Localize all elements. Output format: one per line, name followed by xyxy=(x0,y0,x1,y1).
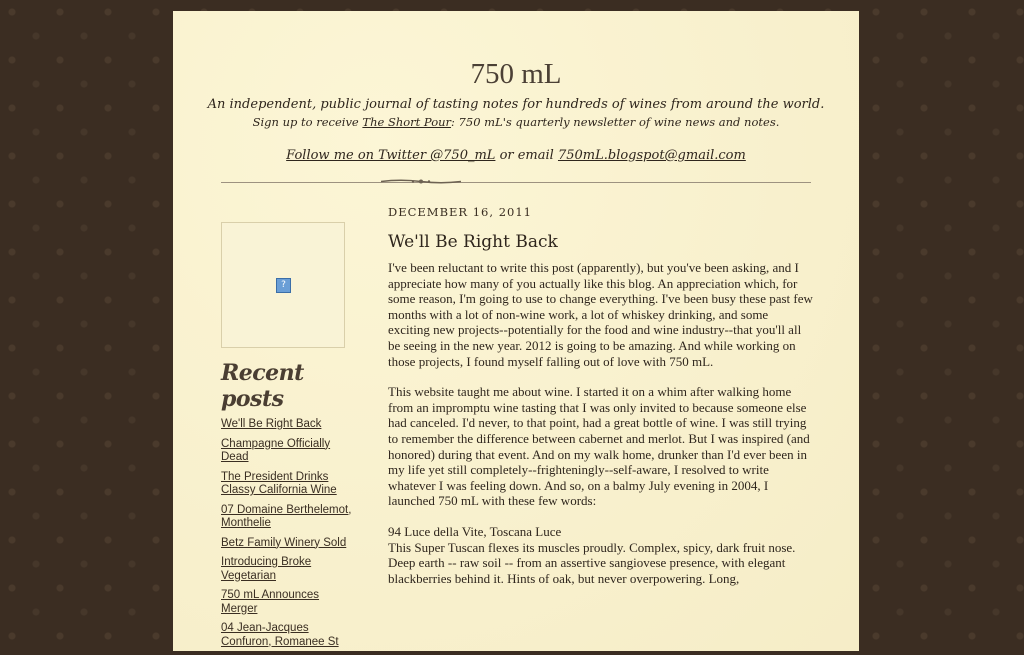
broken-image-icon: ? xyxy=(276,278,291,293)
recent-post-link[interactable]: Betz Family Winery Sold xyxy=(221,536,347,549)
signup-prefix: Sign up to receive xyxy=(252,115,363,129)
list-item xyxy=(221,438,357,465)
sidebar xyxy=(221,222,361,655)
post-paragraph: I've been reluctant to write this post (apparently), but you've been asking, and I appreciate how many of you actually like this blog. An appreciation which, for some reason, I'm going to use to change everything. I've been busy these past few months with a lot of non-wine work, a lot of whiskey drinking, and some exciting new projects--potentially for the food and wine industry--that you'll all be seeing in the new year. 2012 is going to be amazing. And while working on those projects, I found myself falling out of love with 750 mL. xyxy=(388,260,813,369)
recent-post-link[interactable]: The President Drinks Classy California Wine xyxy=(221,470,337,496)
list-item xyxy=(221,471,357,498)
list-item xyxy=(221,418,357,432)
list-item xyxy=(221,589,357,616)
blog-title[interactable]: 750 mL xyxy=(470,58,562,90)
newsletter-signup xyxy=(173,115,859,129)
recent-post-link[interactable]: 750 mL Announces Merger xyxy=(221,589,320,615)
twitter-link[interactable]: Follow me on Twitter @750_mL xyxy=(286,148,496,163)
recent-post-link[interactable]: Introducing Broke Vegetarian xyxy=(221,556,312,582)
list-item xyxy=(221,556,357,583)
follow-line xyxy=(173,148,859,163)
email-link[interactable]: 750mL.blogspot@gmail.com xyxy=(557,148,746,163)
header-divider xyxy=(221,182,811,183)
recent-post-link[interactable]: We'll Be Right Back xyxy=(221,418,322,430)
list-item xyxy=(221,622,357,649)
list-item xyxy=(221,537,357,551)
wine-name: 94 Luce della Vite, Toscana Luce xyxy=(388,523,562,539)
profile-image-box[interactable] xyxy=(221,222,345,348)
blog-tagline: An independent, public journal of tasting notes for hundreds of wines from around the world. xyxy=(207,97,825,112)
post-title[interactable]: We'll Be Right Back xyxy=(388,232,558,252)
page-container xyxy=(173,11,859,651)
flourish-ornament-icon xyxy=(381,179,461,184)
recent-post-link[interactable]: 07 Domaine Berthelemot, Monthelie xyxy=(221,503,352,529)
blog-post xyxy=(388,205,813,601)
follow-mid-text: or email xyxy=(495,148,558,163)
post-paragraph: This Super Tuscan flexes its muscles proudly. Complex, spicy, dark fruit nose. Deep earth -- raw soil -- from an assertive sangiovese presence, with elegant blackberries behind it. Hints of oak, but never overpowering. Long, xyxy=(388,539,796,586)
list-item xyxy=(221,504,357,531)
recent-posts-list xyxy=(221,418,357,649)
post-paragraph: This website taught me about wine. I started it on a whim after walking home from an impromptu wine tasting that I was only invited to because someone else had canceled. I'd never, to that point, had a great bottle of wine. I was still trying to remember the difference between cabernet and merlot. But I was inspired (and honored) during that event. And on my walk home, drunker than I'd ever been in my life yet still completely--frighteningly--self-aware, I resolved to write whatever I was feeling down. And so, on a balmy July evening in 2004, I launched 750 mL with these few words: xyxy=(388,384,810,509)
recent-posts-heading: Recent posts xyxy=(221,360,304,412)
short-pour-link[interactable]: The Short Pour xyxy=(362,115,452,129)
signup-suffix: : 750 mL's quarterly newsletter of wine news and notes. xyxy=(451,115,780,129)
post-date: DECEMBER 16, 2011 xyxy=(388,205,532,219)
recent-post-link[interactable]: 04 Jean-Jacques Confuron, Romanee St xyxy=(221,622,339,648)
post-body xyxy=(388,260,813,586)
recent-post-link[interactable]: Champagne Officially Dead xyxy=(221,437,331,463)
